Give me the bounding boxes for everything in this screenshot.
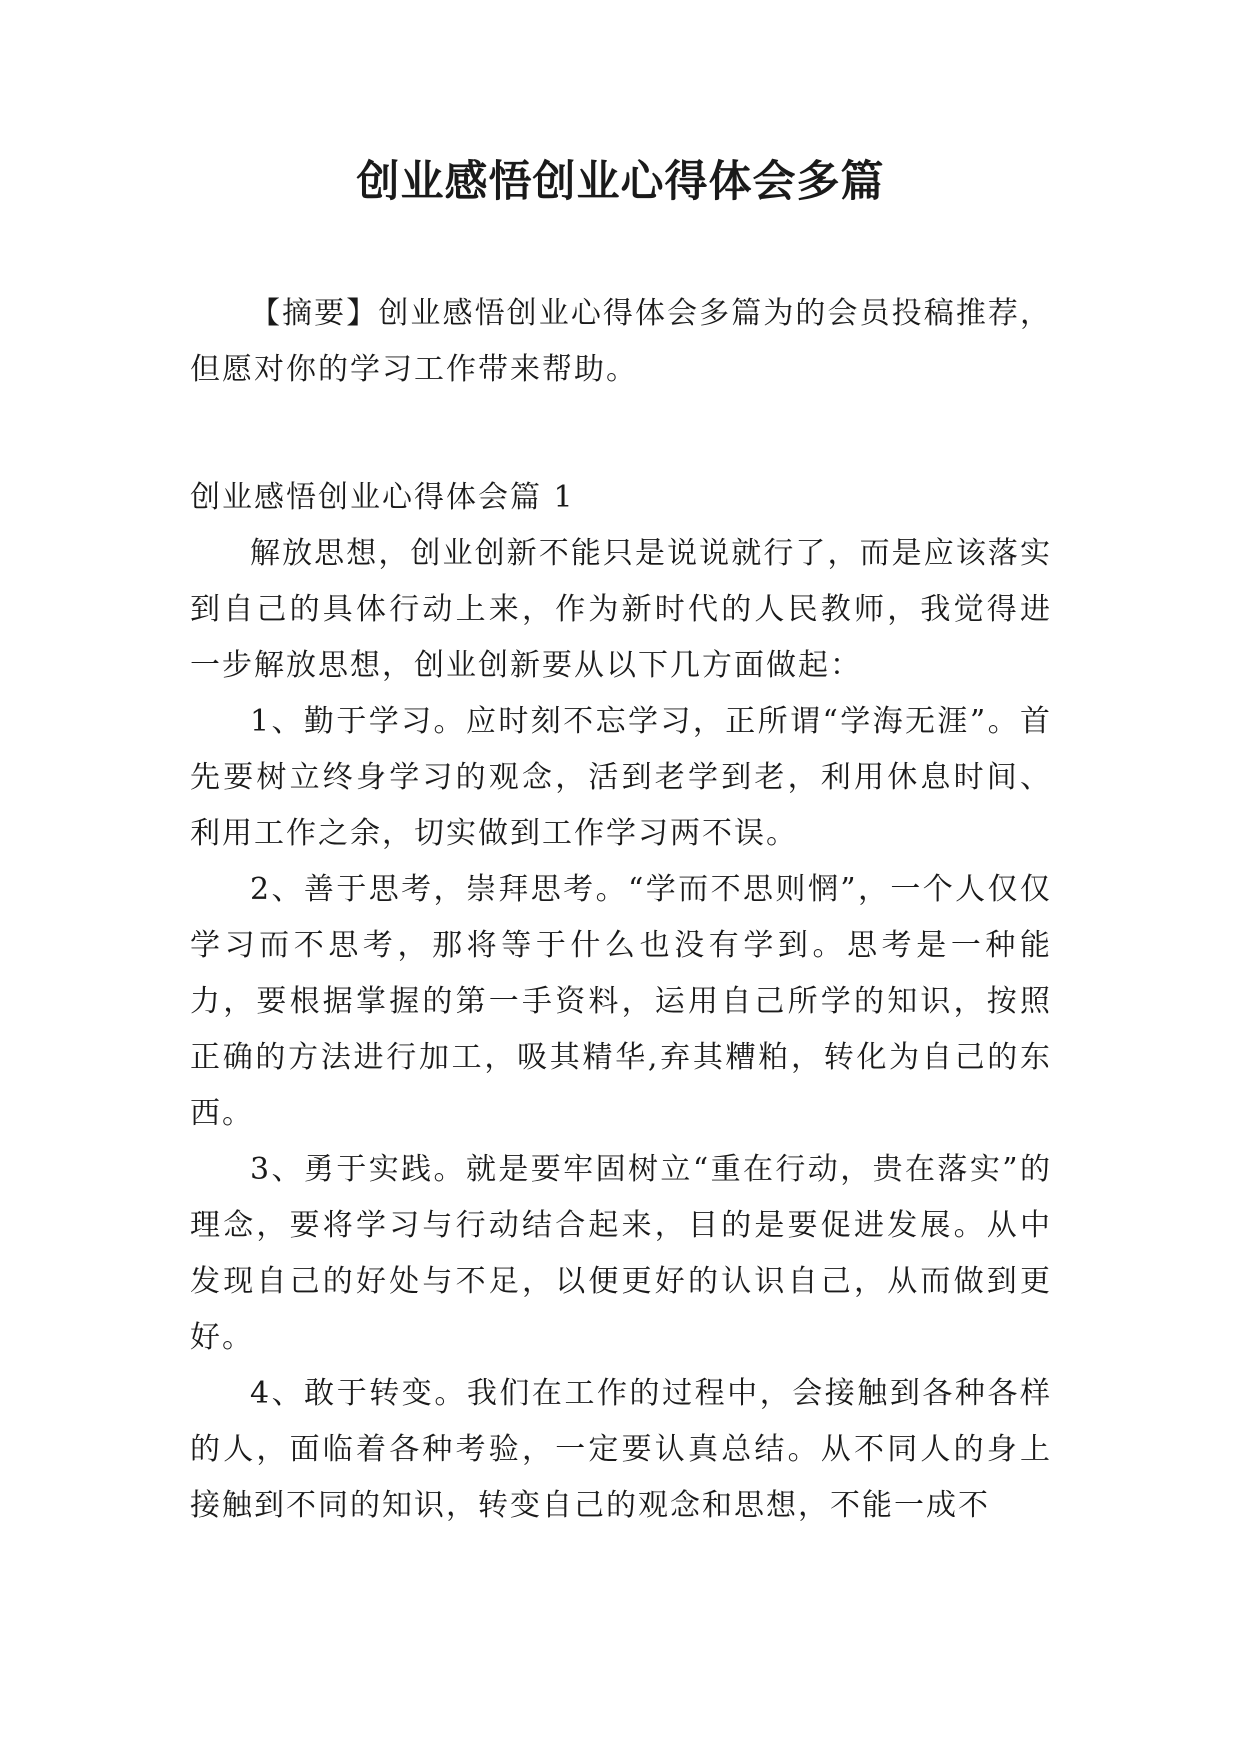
section-1: [190, 470, 1052, 1534]
document-title: 创业感悟创业心得体会多篇: [356, 157, 885, 207]
body-paragraph: 解放思想，创业创新不能只是说说就行了，而是应该落实到自己的具体行动上来，作为新时代的人民教师，我觉得进一步解放思想，创业创新要从以下几方面做起：: [190, 536, 1052, 683]
body-paragraph: 3、勇于实践。就是要牢固树立“重在行动，贵在落实”的理念，要将学习与行动结合起来，目的是要促进发展。从中发现自己的好处与不足，以便更好的认识自己，从而做到更好。: [190, 1152, 1052, 1355]
body-paragraph: 1、勤于学习。应时刻不忘学习，正所谓“学海无涯”。首先要树立终身学习的观念，活到老学到老，利用休息时间、利用工作之余，切实做到工作学习两不误。: [190, 704, 1052, 851]
body-paragraph: 4、敢于转变。我们在工作的过程中，会接触到各种各样的人，面临着各种考验，一定要认真总结。从不同人的身上接触到不同的知识，转变自己的观念和思想，不能一成不: [190, 1376, 1052, 1523]
body-paragraph: 2、善于思考，崇拜思考。“学而不思则惘”，一个人仅仅学习而不思考，那将等于什么也没有学到。思考是一种能力，要根据掌握的第一手资料，运用自己所学的知识，按照正确的方法进行加工，吸其精华,弃其糟粕，转化为自己的东西。: [190, 872, 1052, 1131]
section-heading: 创业感悟创业心得体会篇 1: [190, 480, 575, 515]
summary-paragraph: 【摘要】创业感悟创业心得体会多篇为的会员投稿推荐，但愿对你的学习工作带来帮助。: [190, 296, 1052, 387]
